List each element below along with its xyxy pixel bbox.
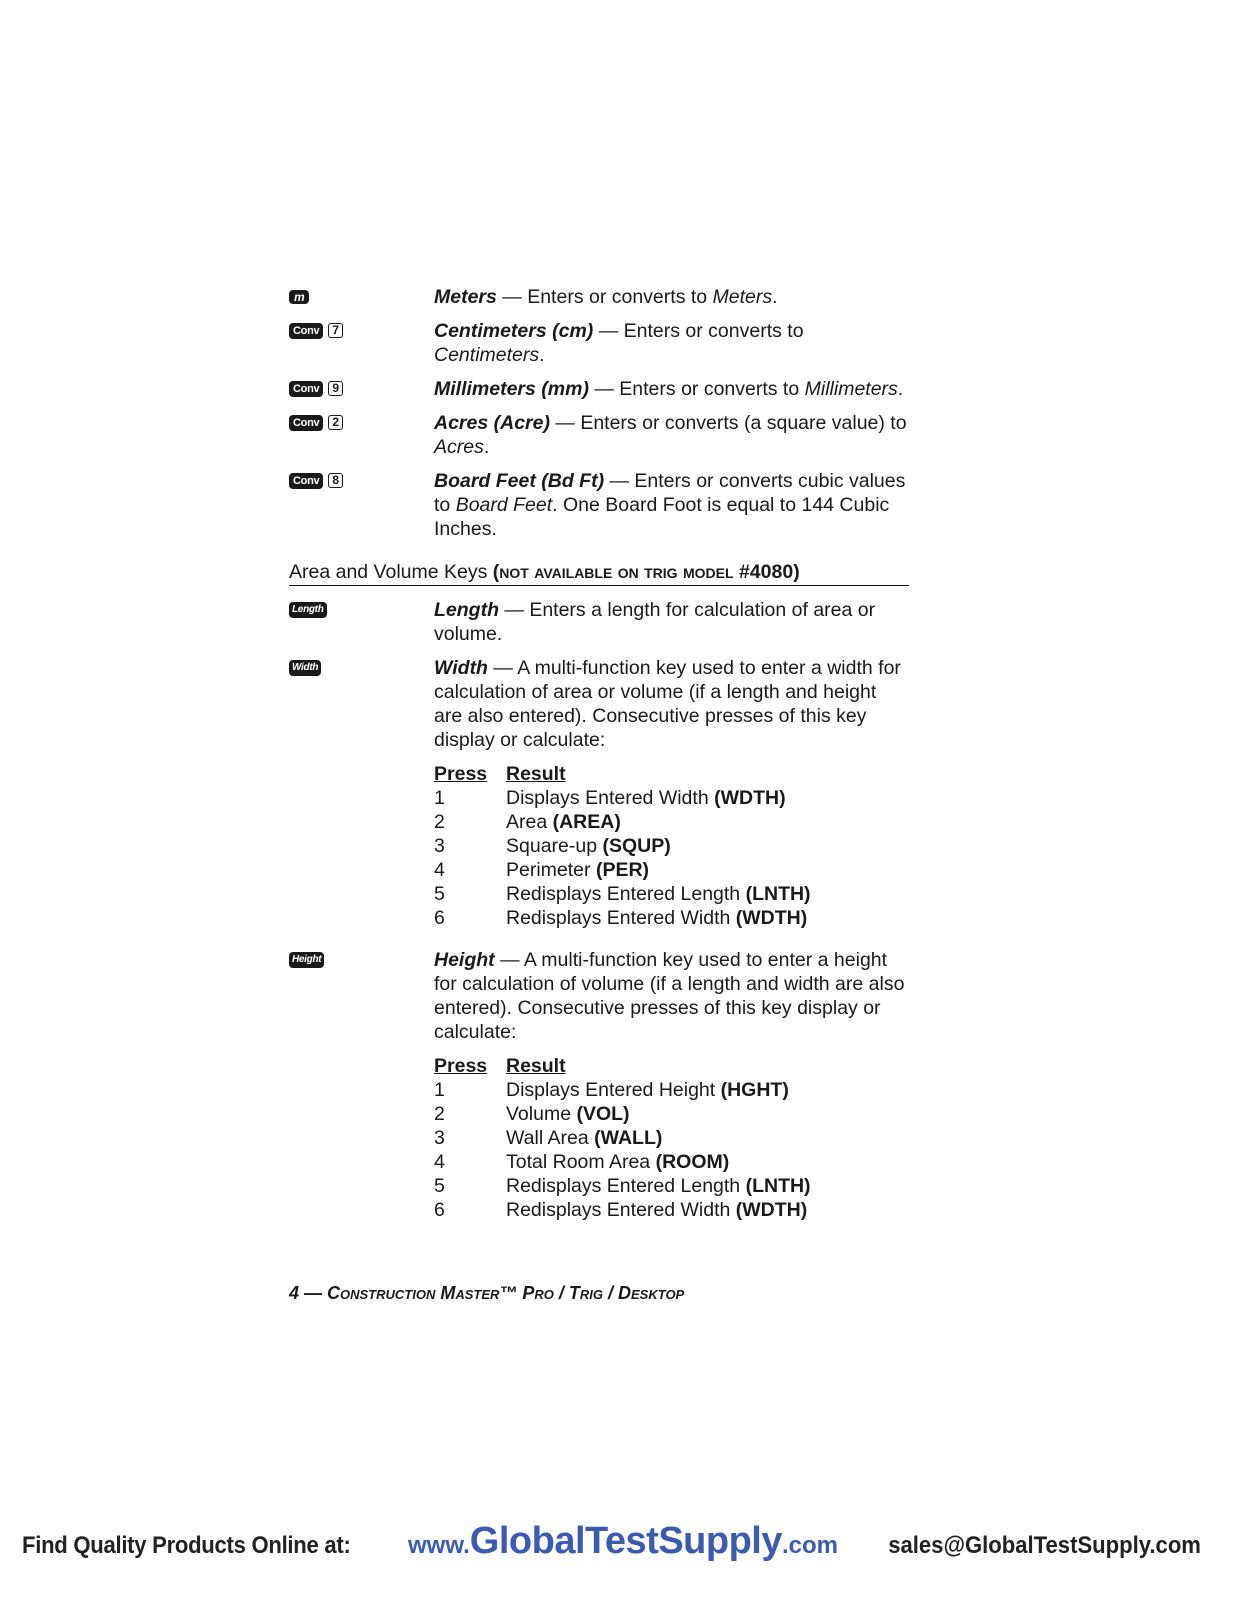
- display-code: (WDTH): [735, 907, 808, 929]
- entry-description: [434, 285, 909, 309]
- url-prefix: www.: [408, 1532, 470, 1559]
- result-label: Displays Entered Width: [506, 787, 715, 809]
- col-press-header: Press: [434, 763, 488, 785]
- entry-millimeters: [289, 377, 909, 401]
- entry-term: Board Feet (Bd Ft): [434, 470, 605, 492]
- table-row: [434, 882, 909, 906]
- entry-emph: Meters: [712, 286, 773, 308]
- entry-term: Meters: [434, 286, 497, 308]
- section-heading: [289, 559, 909, 586]
- entry-term: Acres (Acre): [434, 412, 550, 434]
- entry-text: — A multi-function key used to enter a width for calculation of area or volume (if a length and height are also entered). Consecutive presses of this key display or calculate:: [434, 657, 901, 751]
- result-label: Redisplays Entered Width: [506, 907, 736, 929]
- entry-text: — Enters or converts (a square value) to: [549, 412, 907, 434]
- display-code: (LNTH): [745, 1175, 811, 1197]
- result-text: [506, 1126, 662, 1150]
- entry-acres: [289, 411, 909, 459]
- width-press-table: [434, 762, 909, 930]
- press-count: 4: [434, 859, 445, 881]
- entry-term: Millimeters (mm): [434, 378, 589, 400]
- result-text: [506, 858, 649, 882]
- entry-term: Length: [434, 599, 499, 621]
- table-row: [434, 1150, 909, 1174]
- entry-description: [434, 377, 909, 401]
- digit-key-icon: 2: [328, 415, 343, 430]
- press-count: 6: [434, 1199, 445, 1221]
- entry-text: — Enters or converts to: [496, 286, 713, 308]
- press-count: 3: [434, 835, 445, 857]
- entry-board-feet: [289, 469, 909, 541]
- result-label: Square-up: [506, 835, 603, 857]
- entry-emph: Acres: [434, 436, 484, 458]
- width-key-icon: Width: [289, 660, 321, 676]
- col-result-header: Result: [506, 1055, 566, 1077]
- meters-key-icon: m: [289, 290, 309, 304]
- entry-text: — Enters or converts to: [593, 320, 804, 342]
- result-label: Redisplays Entered Length: [506, 883, 746, 905]
- entry-term: Height: [434, 949, 495, 971]
- entry-emph: Centimeters: [434, 344, 540, 366]
- entry-description: [434, 411, 909, 459]
- key-group: [289, 411, 434, 459]
- entry-description: [434, 469, 909, 541]
- banner-email-link[interactable]: sales@GlobalTestSupply.com: [888, 1532, 1201, 1559]
- display-code: (WALL): [594, 1127, 663, 1149]
- banner-website-link[interactable]: [408, 1520, 838, 1563]
- press-count: 2: [434, 1103, 445, 1125]
- display-code: (PER): [595, 859, 650, 881]
- height-key-icon: Height: [289, 952, 324, 968]
- display-code: (VOL): [576, 1103, 630, 1125]
- result-label: Total Room Area: [506, 1151, 656, 1173]
- display-code: (HGHT): [720, 1079, 789, 1101]
- key-group: [289, 377, 434, 401]
- result-text: [506, 906, 807, 930]
- entry-term: Width: [434, 657, 488, 679]
- entry-height: [289, 948, 909, 1230]
- display-code: (WDTH): [714, 787, 786, 809]
- entry-emph: Millimeters: [804, 378, 898, 400]
- page-footer: 4 — Construction Master™ Pro / Trig / Desktop: [289, 1283, 685, 1303]
- entry-text: — Enters or converts cubic values to: [434, 470, 906, 516]
- key-group: [289, 469, 434, 541]
- display-code: (WDTH): [735, 1199, 808, 1221]
- entry-text: — Enters a length for calculation of area or volume.: [434, 599, 876, 645]
- display-code: (LNTH): [745, 883, 811, 905]
- table-row: [434, 786, 909, 810]
- result-text: [506, 1198, 807, 1222]
- result-text: [506, 786, 786, 810]
- entry-text: .: [772, 286, 778, 308]
- result-label: Perimeter: [506, 859, 596, 881]
- url-main: GlobalTestSupply: [469, 1520, 782, 1562]
- entry-length: [289, 598, 909, 646]
- press-count: 2: [434, 811, 445, 833]
- entry-emph: Board Feet: [455, 494, 553, 516]
- section-note: not available on trig model: [499, 561, 734, 583]
- result-label: Displays Entered Height: [506, 1079, 721, 1101]
- table-header: [434, 1054, 909, 1078]
- entry-centimeters: [289, 319, 909, 367]
- table-row: [434, 1174, 909, 1198]
- conv-key-icon: Conv: [289, 415, 323, 431]
- advert-banner: [0, 1520, 1237, 1570]
- press-count: 1: [434, 787, 445, 809]
- entry-text: .: [897, 378, 904, 400]
- height-press-table: [434, 1054, 909, 1222]
- result-text: [506, 1150, 729, 1174]
- manual-page-content: [289, 285, 909, 1240]
- result-text: [506, 1174, 811, 1198]
- result-text: [506, 1102, 630, 1126]
- banner-tagline: Find Quality Products Online at:: [22, 1532, 351, 1559]
- result-text: [506, 810, 621, 834]
- result-text: [506, 1078, 789, 1102]
- table-row: [434, 858, 909, 882]
- press-count: 3: [434, 1127, 445, 1149]
- table-header: [434, 762, 909, 786]
- entry-description: [434, 656, 909, 938]
- result-text: [506, 882, 811, 906]
- press-count: 6: [434, 907, 445, 929]
- entry-text: .: [539, 344, 545, 366]
- digit-key-icon: 9: [328, 381, 343, 396]
- key-group: [289, 285, 434, 309]
- table-row: [434, 906, 909, 930]
- digit-key-icon: 8: [328, 473, 343, 488]
- entry-text: . One Board Foot is equal to 144 Cubic Inches.: [434, 494, 890, 540]
- section-paren: (: [492, 561, 500, 583]
- table-row: [434, 1102, 909, 1126]
- col-result-header: Result: [506, 763, 566, 785]
- display-code: (ROOM): [655, 1151, 730, 1173]
- entry-description: [434, 319, 909, 367]
- section-model: #4080): [733, 561, 800, 583]
- entry-description: [434, 598, 909, 646]
- press-count: 1: [434, 1079, 445, 1101]
- result-label: Redisplays Entered Width: [506, 1199, 736, 1221]
- col-press-header: Press: [434, 1055, 488, 1077]
- display-code: (SQUP): [602, 835, 671, 857]
- table-row: [434, 1198, 909, 1222]
- key-group: [289, 598, 434, 646]
- table-row: [434, 1078, 909, 1102]
- display-code: (AREA): [552, 811, 621, 833]
- key-group: [289, 319, 434, 367]
- key-group: [289, 656, 434, 938]
- entry-text: — A multi-function key used to enter a height for calculation of volume (if a length and width are also entered). Consecutive presses of this key display or calculate:: [434, 949, 905, 1043]
- digit-key-icon: 7: [328, 323, 343, 338]
- press-count: 5: [434, 883, 445, 905]
- table-row: [434, 810, 909, 834]
- section-title: Area and Volume Keys: [289, 561, 493, 583]
- conv-key-icon: Conv: [289, 381, 323, 397]
- entry-text: — Enters or converts to: [588, 378, 805, 400]
- entry-term: Centimeters (cm): [434, 320, 594, 342]
- table-row: [434, 1126, 909, 1150]
- result-text: [506, 834, 671, 858]
- conv-key-icon: Conv: [289, 323, 323, 339]
- press-count: 4: [434, 1151, 445, 1173]
- result-label: Area: [506, 811, 553, 833]
- result-label: Wall Area: [506, 1127, 595, 1149]
- press-count: 5: [434, 1175, 445, 1197]
- conv-key-icon: Conv: [289, 473, 323, 489]
- result-label: Volume: [506, 1103, 577, 1125]
- length-key-icon: Length: [289, 602, 327, 618]
- entry-text: .: [483, 436, 490, 458]
- entry-width: [289, 656, 909, 938]
- table-row: [434, 834, 909, 858]
- result-label: Redisplays Entered Length: [506, 1175, 746, 1197]
- entry-description: [434, 948, 909, 1230]
- key-group: [289, 948, 434, 1230]
- entry-meters: [289, 285, 909, 309]
- url-suffix: .com: [782, 1532, 839, 1559]
